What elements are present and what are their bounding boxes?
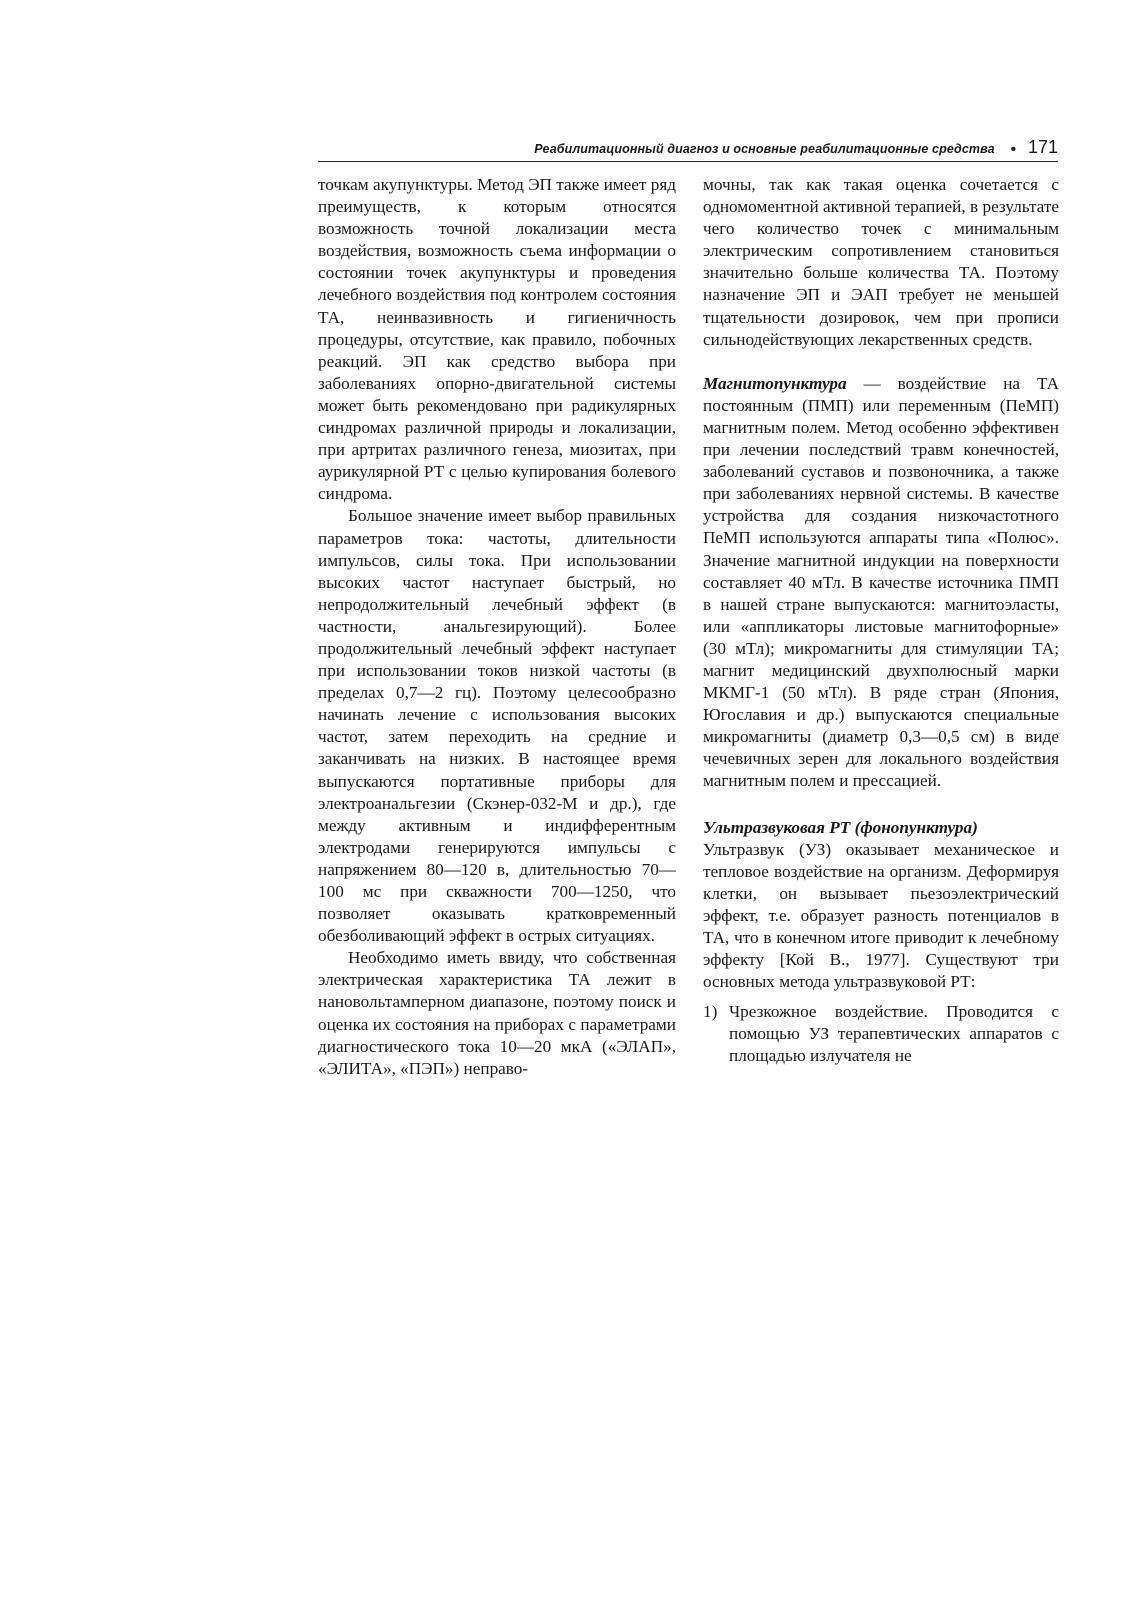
list-item-text: Чрезкожное воздействие. Проводится с помощью УЗ терапевтических аппаратов с площадью излучателя не [729,1002,1059,1066]
running-header [318,132,1058,162]
ultrasound-heading: Ультразвуковая РТ (фонопунктура) [703,817,978,837]
paragraph-nanovolt-range: Необходимо иметь ввиду, что собственная электрическая характеристика ТА лежит в нановольтамперном диапазоне, поэтому поиск и оценка их состояния на приборах с параметрами диагностического тока 10—20 мкА («ЭЛАП», «ЭЛИТА», «ПЭП») неправо- [318,948,676,1078]
right-column [703,174,1059,1068]
magnetopuncture-term: Магнитопунктура [703,373,847,393]
paragraph-current-parameters: Большое значение имеет выбор правильных параметров тока: частоты, длительности импульсов, силы тока. При использовании высоких частот наступает быстрый, но непродолжительный лечебный эффект (в частности, анальгезирующий). Более продолжительный лечебный эффект наступает при использовании токов низкой частоты (в пределах 0,7—2 гц). Поэтому целесообразно начинать лечение с использования высоких частот, затем переходить на средние и заканчивать на низких. В настоящее время выпускаются портативные приборы для электроанальгезии (Скэнер-032-М и др.), где между активным и индифферентным электродами генерируются импульсы с напряжением 80—120 в, длительностью 70—100 мс при скважности 700—1250, что позволяет оказывать кратковременный обезболивающий эффект в острых ситуациях. [318,506,676,946]
paragraph-continuation: мочны, так как такая оценка сочетается с одномоментной активной терапией, в результате чего количество точек с минимальным электрическим сопротивлением становиться значительно больше количества ТА. Поэтому назначение ЭП и ЭАП требует не меньшей тщательности дозировок, чем при прописи сильнодействующих лекарственных средств. [703,175,1059,349]
running-title: Реабилитационный диагноз и основные реабилитационные средства [534,142,995,156]
left-column [318,174,676,1080]
paragraph-ultrasound: Ультразвук (УЗ) оказывает механическое и тепловое воздействие на организм. Деформируя клетки, он вызывает пьезоэлектрический эффект, т.е. образует разность потенциалов в ТА, что в конечном итоге приводит к лечебному эффекту [Кой В., 1977]. Существуют три основных метода ультразвуковой РТ: [703,839,1059,992]
paragraph-magnetopuncture [703,373,1059,793]
header-bullet: • [1010,141,1016,158]
list-item-transdermal [703,1001,1059,1067]
paragraph-ep-advantages: точкам акупунктуры. Метод ЭП также имеет ряд преимуществ, к которым относятся возможность точной локализации места воздействия, возможность съема информации о состоянии точек акупунктуры и проведения лечебного воздействия под контролем состояния ТА, неинвазивность и гигиеничность процедуры, отсутствие, как правило, побочных реакций. ЭП как средство выбора при заболеваниях опорно-двигательной системы может быть рекомендовано при радикулярных синдромах различной природы и локализации, при артритах различного генеза, миозитах, при аурикулярной РТ с целью купирования болевого синдрома. [318,175,676,504]
list-marker: 1) [703,1002,718,1022]
magnetopuncture-text: — воздействие на ТА постоянным (ПМП) или переменным (ПеМП) магнитным полем. Метод особенно эффективен при лечении последствий травм конечностей, заболеваний суставов и позвоночника, а также при заболеваниях нервной системы. В качестве устройства для создания низкочастотного ПеМП используются аппараты типа «Полюс». Значение магнитной индукции на поверхности составляет 40 мТл. В качестве источника ПМП в нашей стране выпускаются: магнитоэласты, или «аппликаторы листовые магнитофорные» (30 мТл); микромагниты для стимуляции ТА; магнит медицинский двухполюсный марки МКМГ-1 (50 мТл). В ряде стран (Япония, Югославия и др.) выпускаются специальные микромагниты (диаметр 0,3—0,5 см) в виде чечевичных зерен для локального воздействия магнитным полем и прессацией. [703,373,1059,791]
page-number: 171 [1027,137,1058,157]
